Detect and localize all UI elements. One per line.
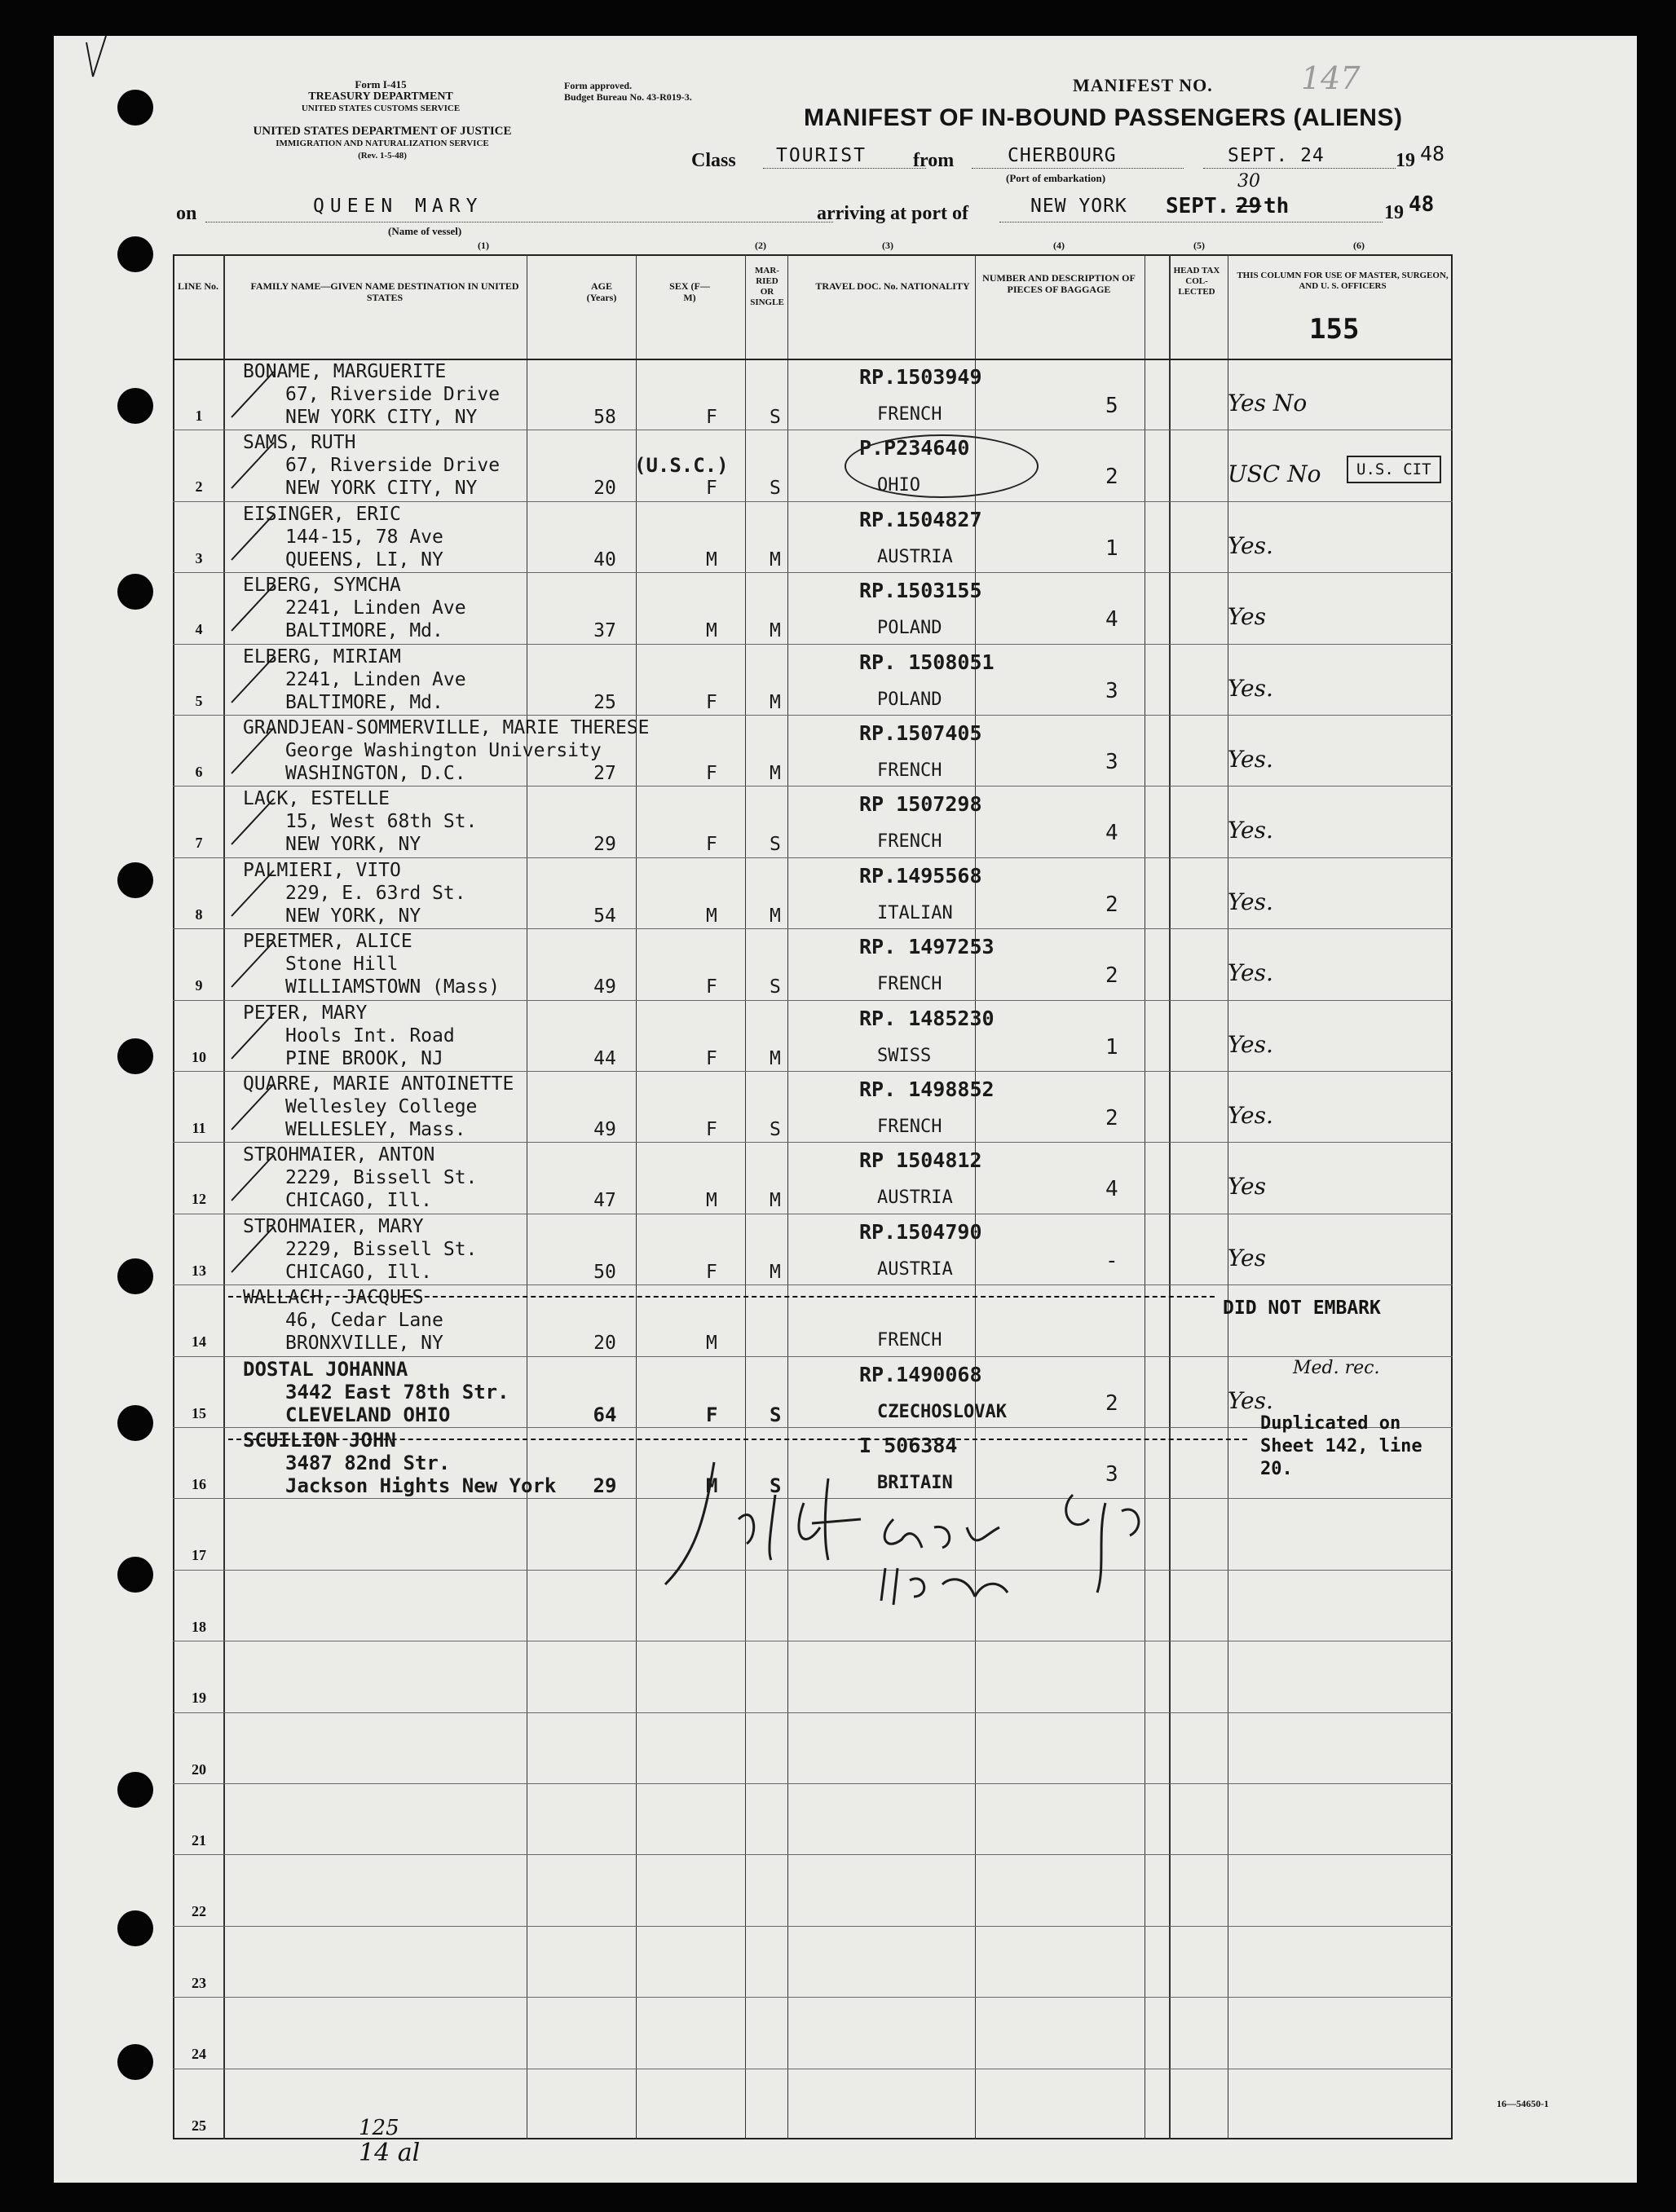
embark-caption: (Port of embarkation) <box>1006 172 1106 184</box>
age: 54 <box>593 905 616 927</box>
address-line-2: NEW YORK, NY <box>285 905 421 927</box>
travel-doc-number: RP.1503155 <box>859 579 982 603</box>
binder-hole <box>117 90 153 126</box>
age: 29 <box>593 1474 617 1497</box>
nationality: AUSTRIA <box>877 1258 953 1280</box>
baggage-count: 2 <box>1105 892 1118 917</box>
header-baggage: NUMBER AND DESCRIPTION OF PIECES OF BAGGAGE <box>982 272 1136 295</box>
address-line-1: 15, West 68th St. <box>285 811 478 833</box>
port-underline <box>999 222 1383 223</box>
head-tax-status: Yes. <box>1228 817 1273 844</box>
address-line-1: 144-15, 78 Ave <box>285 526 443 548</box>
baggage-count: 1 <box>1105 535 1118 561</box>
binder-hole <box>117 1910 153 1946</box>
line-number: 14 <box>192 1333 206 1351</box>
depart-year-suffix: 48 <box>1420 142 1445 165</box>
tick-mark <box>223 1222 280 1279</box>
col-number-3: (3) <box>882 240 893 251</box>
inspector-signature <box>616 1446 1228 1617</box>
age: 58 <box>593 407 616 428</box>
sex: F <box>706 1047 717 1069</box>
stamp-number: 155 <box>1309 313 1360 346</box>
passenger-name: PALMIERI, VITO <box>243 859 401 881</box>
row-rule <box>173 1284 1453 1285</box>
col-number-2: (2) <box>755 240 766 251</box>
marital-status: S <box>770 976 781 998</box>
travel-doc-number: RP. 1485230 <box>859 1006 995 1030</box>
tick-mark <box>223 509 280 566</box>
nationality: OHIO <box>877 475 920 496</box>
vessel-underline <box>205 222 833 223</box>
marital-status: S <box>770 834 781 856</box>
citizen-note: (U.S.C.) <box>634 454 729 478</box>
binder-hole <box>117 236 153 272</box>
passenger-name: SCUILION JOHN <box>243 1429 396 1452</box>
passenger-name: SAMS, RUTH <box>243 432 356 454</box>
arriving-label: arriving at port of <box>817 203 968 224</box>
address-line-1: 2229, Bissell St. <box>285 1167 478 1189</box>
passenger-name: QUARRE, MARIE ANTOINETTE <box>243 1073 514 1095</box>
passenger-name: WALLACH, JACQUES <box>243 1287 424 1309</box>
baggage-count: - <box>1105 1248 1118 1273</box>
row-rule <box>173 715 1453 716</box>
manifest-page <box>54 36 1637 2183</box>
sex: M <box>706 549 717 571</box>
age: 40 <box>593 549 616 571</box>
sex: F <box>706 976 717 998</box>
travel-doc-number: RP. 1508051 <box>859 650 995 674</box>
age: 49 <box>593 1119 616 1140</box>
address-line-1: Wellesley College <box>285 1096 478 1117</box>
head-tax-status: Yes. <box>1228 531 1273 559</box>
tick-mark <box>223 1008 280 1065</box>
table-column-rule <box>1169 254 1171 2139</box>
line-number: 3 <box>195 549 203 566</box>
age: 29 <box>593 834 616 856</box>
row-rule <box>173 1997 1453 1998</box>
sex: F <box>706 1261 717 1283</box>
header-married: MAR-RIED OR SINGLE <box>750 266 784 307</box>
nationality: FRENCH <box>877 974 942 995</box>
address-line-2: BALTIMORE, Md. <box>285 620 443 642</box>
table-column-rule <box>745 254 746 2139</box>
baggage-count: 4 <box>1105 821 1118 846</box>
head-tax-status: Yes. <box>1228 674 1273 702</box>
passenger-name: ELBERG, SYMCHA <box>243 575 401 597</box>
binder-hole <box>117 862 153 898</box>
baggage-count: 2 <box>1105 1106 1118 1130</box>
officer-note: Med. rec. <box>1293 1357 1380 1378</box>
address-line-1: 3442 East 78th Str. <box>285 1380 509 1403</box>
address-line-2: CHICAGO, Ill. <box>285 1190 433 1212</box>
sex: F <box>706 478 717 500</box>
address-line-1: 2241, Linden Ave <box>285 597 466 619</box>
marital-status: M <box>770 905 781 927</box>
baggage-count: 2 <box>1105 465 1118 490</box>
sex: M <box>706 620 717 642</box>
vessel-name: QUEEN MARY <box>313 196 483 217</box>
port-name: NEW YORK <box>1030 196 1127 217</box>
line-number: 20 <box>192 1760 206 1778</box>
nationality: POLAND <box>877 689 942 710</box>
nationality: AUSTRIA <box>877 546 953 567</box>
age: 20 <box>593 1333 616 1355</box>
marital-status: S <box>770 1403 782 1426</box>
binder-hole <box>117 2044 153 2080</box>
line-number: 6 <box>195 764 203 780</box>
passenger-name: LACK, ESTELLE <box>243 788 390 810</box>
arrive-month: SEPT. <box>1166 194 1230 218</box>
head-tax-status: Yes <box>1228 1244 1266 1271</box>
class-label: Class <box>691 150 736 171</box>
row-rule <box>173 1356 1453 1357</box>
marital-status: M <box>770 763 781 784</box>
row-rule <box>173 572 1453 573</box>
address-line-2: Jackson Hights New York <box>285 1474 557 1497</box>
travel-doc-number: RP.1490068 <box>859 1362 982 1386</box>
tick-mark <box>223 936 280 994</box>
address-line-1: 229, E. 63rd St. <box>285 882 466 904</box>
marital-status: S <box>770 1119 781 1140</box>
header-officers: THIS COLUMN FOR USE OF MASTER, SURGEON, AND U. S. OFFICERS <box>1237 271 1449 291</box>
bottom-note-1: 125 <box>359 2116 399 2140</box>
age: 27 <box>593 763 616 784</box>
address-line-1: 67, Riverside Drive <box>285 455 501 477</box>
binder-hole <box>117 574 153 610</box>
line-number: 19 <box>192 1690 206 1707</box>
col-number-6: (6) <box>1353 240 1365 251</box>
row-rule <box>173 1712 1453 1713</box>
on-label: on <box>176 203 197 224</box>
travel-doc-number: P.P234640 <box>859 436 970 460</box>
travel-doc-number: RP.1504790 <box>859 1219 982 1244</box>
line-number: 4 <box>195 621 203 638</box>
passenger-name: PERETMER, ALICE <box>243 931 412 953</box>
travel-doc-number: RP 1504812 <box>859 1148 982 1173</box>
line-number: 8 <box>195 906 203 923</box>
tick-mark <box>223 1079 280 1136</box>
marital-status: S <box>770 407 781 428</box>
address-line-1: Hools Int. Road <box>285 1024 455 1047</box>
arrive-year-suffix: 48 <box>1409 192 1435 217</box>
line-number: 16 <box>192 1476 206 1492</box>
address-line-1: Stone Hill <box>285 954 399 976</box>
footer-code: 16—54650-1 <box>1497 2098 1549 2109</box>
header-head-tax: HEAD TAX COL-LECTED <box>1173 266 1220 297</box>
budget-bureau: Budget Bureau No. 43-R019-3. <box>564 91 692 103</box>
arrive-th: th <box>1264 194 1290 218</box>
line-number: 18 <box>192 1618 206 1635</box>
age: 37 <box>593 620 616 642</box>
nationality: AUSTRIA <box>877 1188 953 1209</box>
customs-service: UNITED STATES CUSTOMS SERVICE <box>301 104 461 113</box>
travel-doc-number: I 506384 <box>859 1434 958 1457</box>
marital-status: M <box>770 1190 781 1212</box>
address-line-2: PINE BROOK, NJ <box>285 1047 443 1069</box>
marital-status: M <box>770 1261 781 1283</box>
manifest-no-label: MANIFEST NO. <box>1073 75 1213 95</box>
head-tax-status: Yes. <box>1228 1030 1273 1058</box>
baggage-count: 4 <box>1105 1177 1118 1202</box>
sex: M <box>706 1190 717 1212</box>
tick-mark <box>223 794 280 851</box>
row-rule <box>173 1142 1453 1143</box>
address-line-2: WASHINGTON, D.C. <box>285 763 466 784</box>
travel-doc-number: RP 1507298 <box>859 792 982 817</box>
head-tax-status: Yes. <box>1228 959 1273 987</box>
age: 64 <box>593 1403 617 1426</box>
line-number: 23 <box>192 1974 206 1991</box>
travel-doc-number: RP.1504827 <box>859 507 982 531</box>
baggage-count: 2 <box>1105 1390 1118 1416</box>
travel-doc-number: RP. 1497253 <box>859 935 995 959</box>
officer-note: Duplicated on Sheet 142, line 20. <box>1260 1413 1422 1479</box>
line-number: 25 <box>192 2117 206 2134</box>
line-number: 22 <box>192 1903 206 1920</box>
address-line-2: NEW YORK CITY, NY <box>285 407 478 428</box>
sex: F <box>706 763 717 784</box>
travel-doc-number: RP. 1498852 <box>859 1077 995 1101</box>
date-underline <box>1203 168 1396 169</box>
vessel-col-number: (1) <box>478 240 489 251</box>
marital-status: M <box>770 549 781 571</box>
age: 25 <box>593 691 616 713</box>
age: 47 <box>593 1190 616 1212</box>
table-column-rule <box>975 254 976 2139</box>
tick-mark <box>223 438 280 495</box>
check-mark <box>82 36 114 85</box>
age: 49 <box>593 976 616 998</box>
form-approval <box>564 80 692 103</box>
line-number: 17 <box>192 1547 206 1564</box>
form-header-left <box>238 78 523 115</box>
row-rule <box>173 928 1453 929</box>
table-column-rule <box>787 254 788 2139</box>
tick-mark <box>223 367 280 424</box>
head-tax-status: Yes No <box>1228 390 1308 416</box>
officer-note: DID NOT EMBARK <box>1223 1298 1381 1320</box>
tick-mark <box>223 580 280 637</box>
vessel-caption: (Name of vessel) <box>388 225 462 237</box>
line-number: 9 <box>195 977 203 994</box>
ins-service: IMMIGRATION AND NATURALIZATION SERVICE <box>276 139 489 148</box>
nationality: FRENCH <box>877 1117 942 1137</box>
from-underline <box>972 168 1184 169</box>
passenger-name: EISINGER, ERIC <box>243 503 401 525</box>
tick-mark <box>223 652 280 709</box>
sex: M <box>706 1474 718 1497</box>
header-line-no: LINE No. <box>178 280 219 292</box>
marital-status: M <box>770 620 781 642</box>
sex: M <box>706 905 717 927</box>
from-value: CHERBOURG <box>1008 145 1117 166</box>
address-line-2: WELLESLEY, Mass. <box>285 1119 466 1140</box>
marital-status: S <box>770 1474 782 1497</box>
depart-year-prefix: 19 <box>1396 150 1415 171</box>
col-number-5: (5) <box>1193 240 1205 251</box>
nationality: FRENCH <box>877 404 942 425</box>
head-tax-status: USC No <box>1228 460 1321 488</box>
binder-hole <box>117 388 153 424</box>
arrive-day-struck: 29 <box>1236 194 1262 218</box>
strike-line <box>228 1439 1247 1440</box>
row-rule <box>173 786 1453 787</box>
address-line-1: George Washington University <box>285 740 602 761</box>
baggage-count: 4 <box>1105 607 1118 632</box>
nationality: ITALIAN <box>877 902 953 923</box>
address-line-1: 2229, Bissell St. <box>285 1238 478 1260</box>
age: 20 <box>593 478 616 500</box>
col-number-4: (4) <box>1053 240 1065 251</box>
depart-date: SEPT. 24 <box>1228 145 1325 166</box>
row-rule <box>173 1071 1453 1072</box>
row-rule <box>173 501 1453 502</box>
address-line-2: BALTIMORE, Md. <box>285 691 443 713</box>
address-line-1: 67, Riverside Drive <box>285 384 501 405</box>
header-name: FAMILY NAME—GIVEN NAME DESTINATION IN UNITED STATES <box>250 280 519 303</box>
head-tax-status: Yes. <box>1228 888 1273 915</box>
nationality: BRITAIN <box>877 1473 953 1493</box>
marital-status: M <box>770 1047 781 1069</box>
bottom-note-2: 14 al <box>359 2139 421 2167</box>
baggage-count: 3 <box>1105 1462 1118 1487</box>
line-number: 12 <box>192 1191 206 1208</box>
passenger-name: DOSTAL JOHANNA <box>243 1357 408 1381</box>
head-tax-status: Yes <box>1228 1173 1266 1201</box>
line-number: 7 <box>195 835 203 852</box>
treasury-dept: TREASURY DEPARTMENT <box>308 90 453 103</box>
officer-stamp: U.S. CIT <box>1347 456 1441 483</box>
nationality: POLAND <box>877 618 942 639</box>
table-column-rule <box>636 254 637 2139</box>
baggage-count: 2 <box>1105 963 1118 989</box>
address-line-1: 2241, Linden Ave <box>285 668 466 690</box>
age: 50 <box>593 1261 616 1283</box>
form-header-justice <box>176 126 589 162</box>
binder-hole <box>117 1405 153 1441</box>
line-number: 15 <box>192 1404 206 1421</box>
head-tax-status: Yes. <box>1228 746 1273 773</box>
sex: F <box>706 407 717 428</box>
baggage-count: 1 <box>1105 1034 1118 1060</box>
age: 44 <box>593 1047 616 1069</box>
form-revision: (Rev. 1-5-48) <box>358 151 407 161</box>
line-number: 21 <box>192 1832 206 1848</box>
binder-hole <box>117 1258 153 1294</box>
marital-status: M <box>770 691 781 713</box>
sex: F <box>706 834 717 856</box>
passenger-name: STROHMAIER, ANTON <box>243 1144 435 1166</box>
address-line-2: BRONXVILLE, NY <box>285 1333 443 1355</box>
baggage-count: 3 <box>1105 678 1118 703</box>
head-tax-status: Yes. <box>1228 1386 1273 1414</box>
arrive-day-corrected: 30 <box>1237 171 1260 192</box>
address-line-1: 46, Cedar Lane <box>285 1310 443 1332</box>
passenger-name: STROHMAIER, MARY <box>243 1215 424 1237</box>
line-number: 2 <box>195 478 203 496</box>
manifest-no: 147 <box>1301 60 1361 96</box>
tick-mark <box>223 723 280 780</box>
form-approved: Form approved. <box>564 80 633 91</box>
strike-line <box>228 1296 1215 1298</box>
head-tax-status: Yes <box>1228 603 1266 631</box>
row-rule <box>173 644 1453 645</box>
header-age: AGE (Years) <box>586 280 617 303</box>
from-label: from <box>913 150 955 171</box>
address-line-2: CLEVELAND OHIO <box>285 1403 451 1426</box>
line-number: 5 <box>195 692 203 709</box>
sex: F <box>706 691 717 713</box>
sex: F <box>706 1403 718 1426</box>
address-line-2: NEW YORK, NY <box>285 834 421 856</box>
nationality: FRENCH <box>877 1330 942 1351</box>
nationality: FRENCH <box>877 831 942 853</box>
sex: F <box>706 1119 717 1140</box>
nationality: FRENCH <box>877 760 942 781</box>
travel-doc-number: RP.1495568 <box>859 863 982 888</box>
line-number: 13 <box>192 1262 206 1279</box>
row-rule <box>173 1783 1453 1784</box>
document-title: MANIFEST OF IN-BOUND PASSENGERS (ALIENS) <box>804 104 1403 131</box>
justice-dept: UNITED STATES DEPARTMENT OF JUSTICE <box>253 125 512 138</box>
line-number: 10 <box>192 1048 206 1065</box>
address-line-2: CHICAGO, Ill. <box>285 1261 433 1283</box>
line-number: 24 <box>192 2046 206 2063</box>
header-sex: SEX (F—M) <box>669 280 710 303</box>
binder-hole <box>117 1772 153 1808</box>
binder-hole <box>117 1557 153 1593</box>
doc-circle <box>845 434 1039 498</box>
tick-mark <box>223 1150 280 1207</box>
address-line-2: WILLIAMSTOWN (Mass) <box>285 976 501 998</box>
baggage-count: 3 <box>1105 750 1118 774</box>
arrive-year-prefix: 19 <box>1384 202 1404 223</box>
nationality: CZECHOSLOVAK <box>877 1401 1007 1422</box>
baggage-count: 5 <box>1105 394 1118 418</box>
header-travel-doc: TRAVEL DOC. No. NATIONALITY <box>815 280 970 292</box>
row-rule <box>173 1926 1453 1927</box>
row-rule <box>173 1000 1453 1001</box>
class-value: TOURIST <box>776 145 867 166</box>
head-tax-status: Yes. <box>1228 1102 1273 1129</box>
passenger-name: PETER, MARY <box>243 1002 368 1024</box>
passenger-name: GRANDJEAN-SOMMERVILLE, MARIE THERESE <box>243 717 650 738</box>
tick-mark <box>223 866 280 923</box>
address-line-2: NEW YORK CITY, NY <box>285 478 478 500</box>
travel-doc-number: RP.1503949 <box>859 365 982 389</box>
travel-doc-number: RP.1507405 <box>859 721 982 745</box>
nationality: SWISS <box>877 1045 932 1066</box>
line-number: 11 <box>192 1120 206 1136</box>
marital-status: S <box>770 478 781 500</box>
form-number: Form I-415 <box>355 78 407 90</box>
address-line-1: 3487 82nd Str. <box>285 1452 451 1474</box>
class-underline <box>763 168 926 169</box>
passenger-name: ELBERG, MIRIAM <box>243 646 401 668</box>
row-rule <box>173 1854 1453 1855</box>
row-rule <box>173 857 1453 858</box>
binder-hole <box>117 1038 153 1074</box>
sex: M <box>706 1333 717 1355</box>
passenger-name: BONAME, MARGUERITE <box>243 361 447 382</box>
address-line-2: QUEENS, LI, NY <box>285 549 443 571</box>
line-number: 1 <box>195 408 203 424</box>
